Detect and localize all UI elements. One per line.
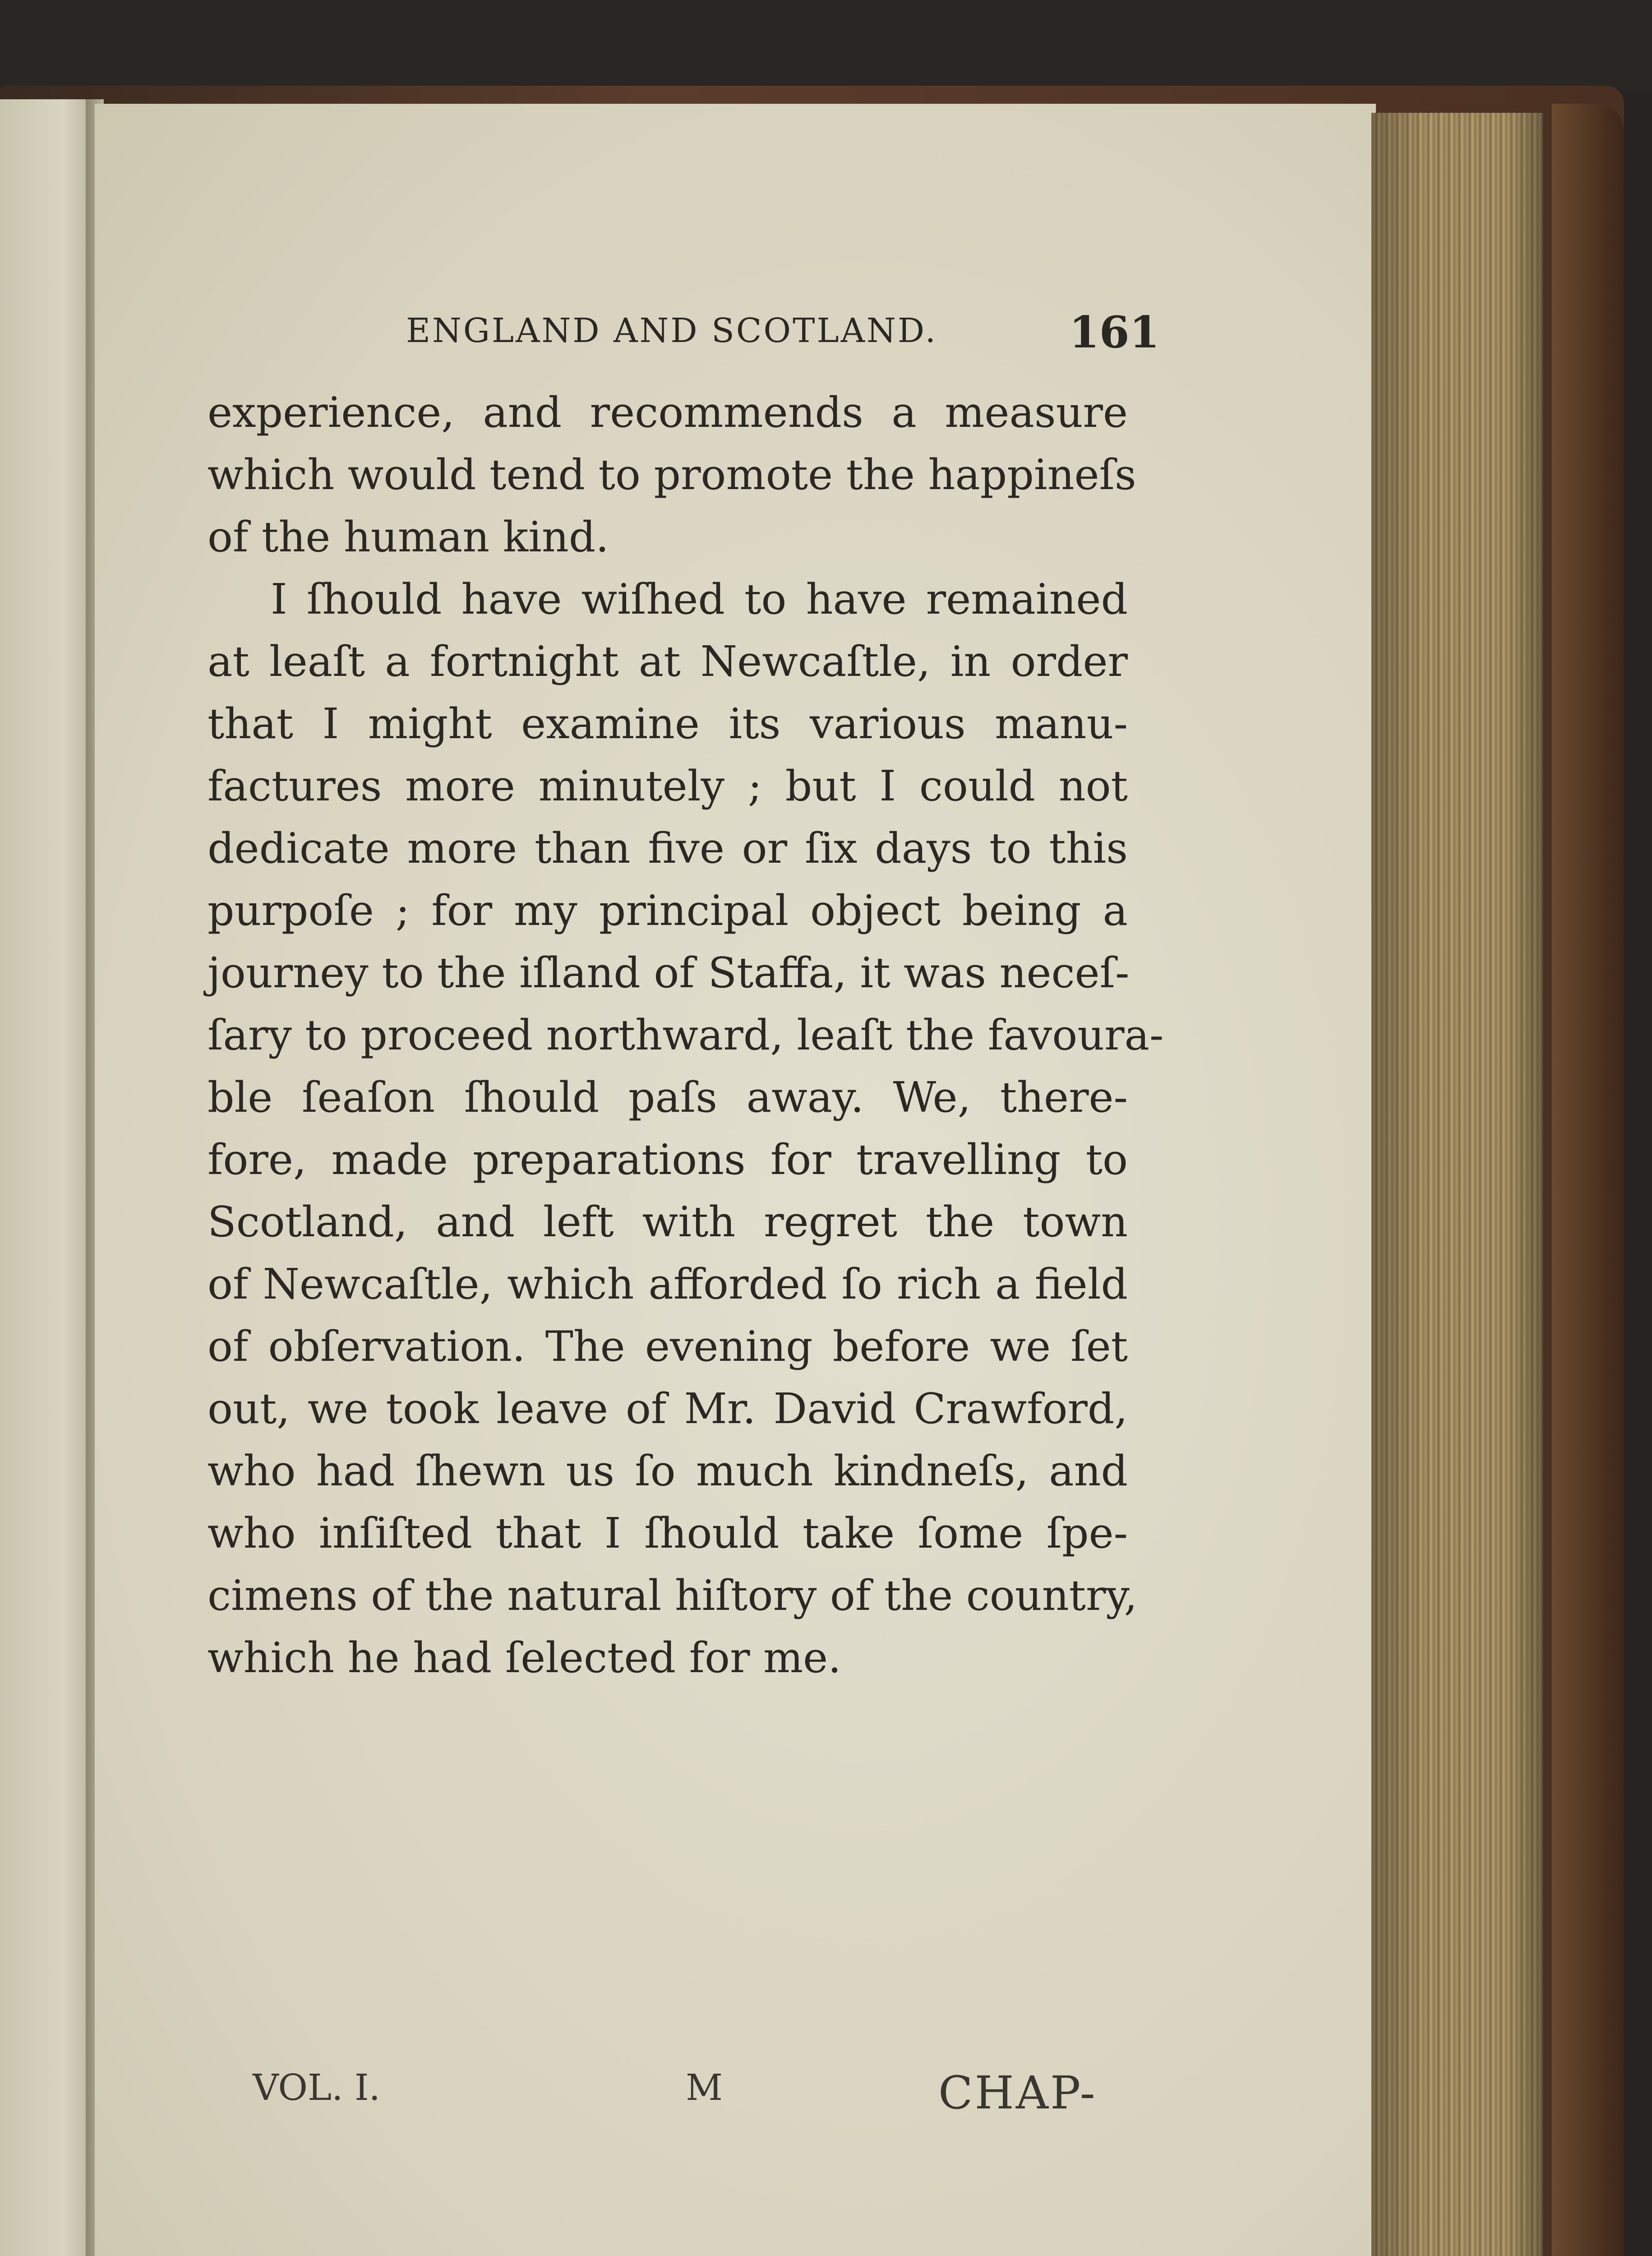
volume-mark: VOL. I. (253, 2066, 380, 2108)
background-top (0, 0, 1652, 90)
text-line: that I might examine its various manu- (208, 699, 1128, 748)
text-line: journey to the iſland of Staffa, it was neceſ- (208, 948, 1130, 997)
catchword: CHAP- (938, 2066, 1097, 2119)
page-number: 161 (1069, 307, 1160, 358)
text-line: ſary to proceed northward, leaſt the favoura- (208, 1011, 1164, 1059)
page-fore-edge-shadow (1371, 113, 1543, 2256)
text-line: out, we took leave of Mr. David Crawford, (208, 1384, 1128, 1433)
text-line: ble ſeaſon ſhould paſs away. We, there- (208, 1073, 1128, 1122)
text-line: fore, made preparations for travelling to (208, 1135, 1128, 1184)
text-line: of obſervation. The evening before we ſet (208, 1322, 1128, 1371)
body-text (208, 381, 1164, 1689)
text-line: experience, and recommends a measure (208, 388, 1128, 437)
left-page (0, 99, 90, 2256)
text-line: Scotland, and left with regret the town (208, 1197, 1128, 1246)
signature-mark: M (686, 2066, 723, 2108)
text-line: purpoſe ; for my principal object being a (208, 886, 1128, 935)
text-line: who inſiſted that I ſhould take ſome ſpe- (208, 1509, 1128, 1558)
text-line: cimens of the natural hiſtory of the country, (208, 1571, 1138, 1620)
text-line: I ſhould have wiſhed to have remained (271, 575, 1128, 624)
text-line: of Newcaſtle, which afforded ſo rich a field (208, 1260, 1128, 1308)
text-line: dedicate more than five or ſix days to this (208, 824, 1128, 873)
running-header: ENGLAND AND SCOTLAND. (406, 311, 937, 350)
text-line: who had ſhewn us ſo much kindneſs, and (208, 1447, 1128, 1495)
text-line: which would tend to promote the happineſs (208, 450, 1136, 499)
book-cover-edge (1552, 104, 1624, 2256)
text-line: of the human kind. (208, 513, 609, 561)
text-line: factures more minutely ; but I could not (208, 762, 1128, 810)
text-line: at leaſt a fortnight at Newcaſtle, in order (208, 637, 1128, 686)
text-line: which he had ſelected for me. (208, 1633, 841, 1682)
